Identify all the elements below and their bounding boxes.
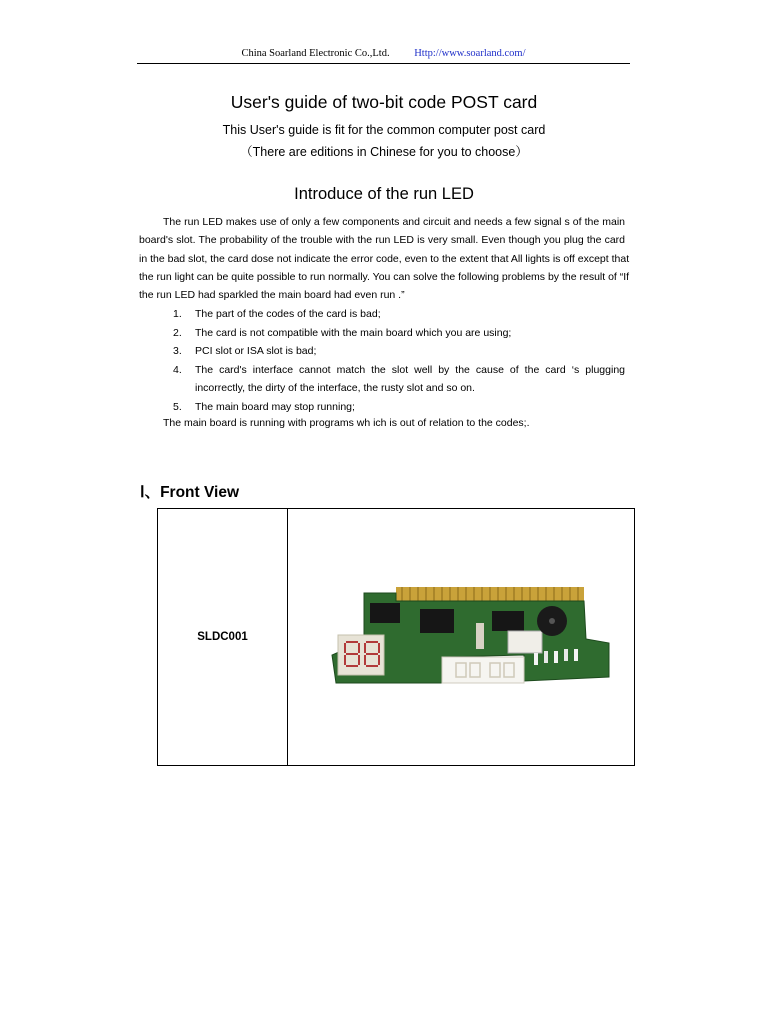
list-number: 3. — [173, 345, 182, 357]
list-text-line: The card's interface cannot match the slot well by the cause of the card ‘s plugging — [195, 363, 625, 376]
list-number: 5. — [173, 400, 182, 413]
closing-sentence: The main board is running with programs wh ich is out of relation to the codes;. — [163, 417, 530, 429]
intro-line: board's slot. The probability of the trouble with the run LED is very small. Even though you plug the card — [139, 234, 625, 247]
list-text — [195, 361, 625, 398]
list-text: The part of the codes of the card is bad; — [195, 308, 381, 320]
problem-list — [139, 305, 625, 416]
company-name: China Soarland Electronic Co.,Ltd. — [241, 48, 390, 59]
document-title: User's guide of two-bit code POST card — [230, 92, 538, 112]
model-cell: SLDC001 — [197, 631, 248, 643]
intro-line: the run LED had sparkled the main board had even run .” — [139, 289, 405, 302]
intro-line: in the bad slot, the card dose not indicate the error code, even to the extent that All lights is off except that — [139, 252, 630, 265]
list-item — [139, 361, 625, 398]
intro-line: the run light can be quite possible to run normally. You can solve the following problems by the result of “If — [139, 270, 630, 283]
list-text-line: incorrectly, the dirty of the interface, the rusty slot and so on. — [195, 382, 475, 394]
list-item — [139, 398, 625, 417]
list-item — [139, 324, 625, 343]
table-divider — [287, 509, 288, 765]
front-view-table — [157, 508, 635, 766]
company-url-link[interactable]: Http://www.soarland.com/ — [414, 48, 526, 59]
list-item — [139, 305, 625, 324]
front-view-heading: Ⅰ、Front View — [140, 484, 240, 501]
document-subtitle-note: （There are editions in Chinese for you to choose） — [240, 145, 528, 159]
intro-paragraph — [139, 213, 630, 304]
list-number: 2. — [173, 326, 182, 339]
list-number: 4. — [173, 363, 182, 376]
page-header — [137, 48, 630, 59]
section-heading: Introduce of the run LED — [294, 185, 474, 203]
post-card-photo — [324, 579, 624, 695]
document-subtitle: This User's guide is fit for the common computer post card — [222, 123, 546, 137]
intro-line: The run LED makes use of only a few components and circuit and needs a few signal s of the main — [163, 216, 625, 228]
list-number: 1. — [173, 308, 182, 320]
list-item — [139, 342, 625, 361]
header-rule — [137, 63, 630, 64]
list-text: PCI slot or ISA slot is bad; — [195, 345, 317, 357]
list-text: The main board may stop running; — [195, 400, 355, 413]
list-text: The card is not compatible with the main board which you are using; — [195, 326, 512, 339]
